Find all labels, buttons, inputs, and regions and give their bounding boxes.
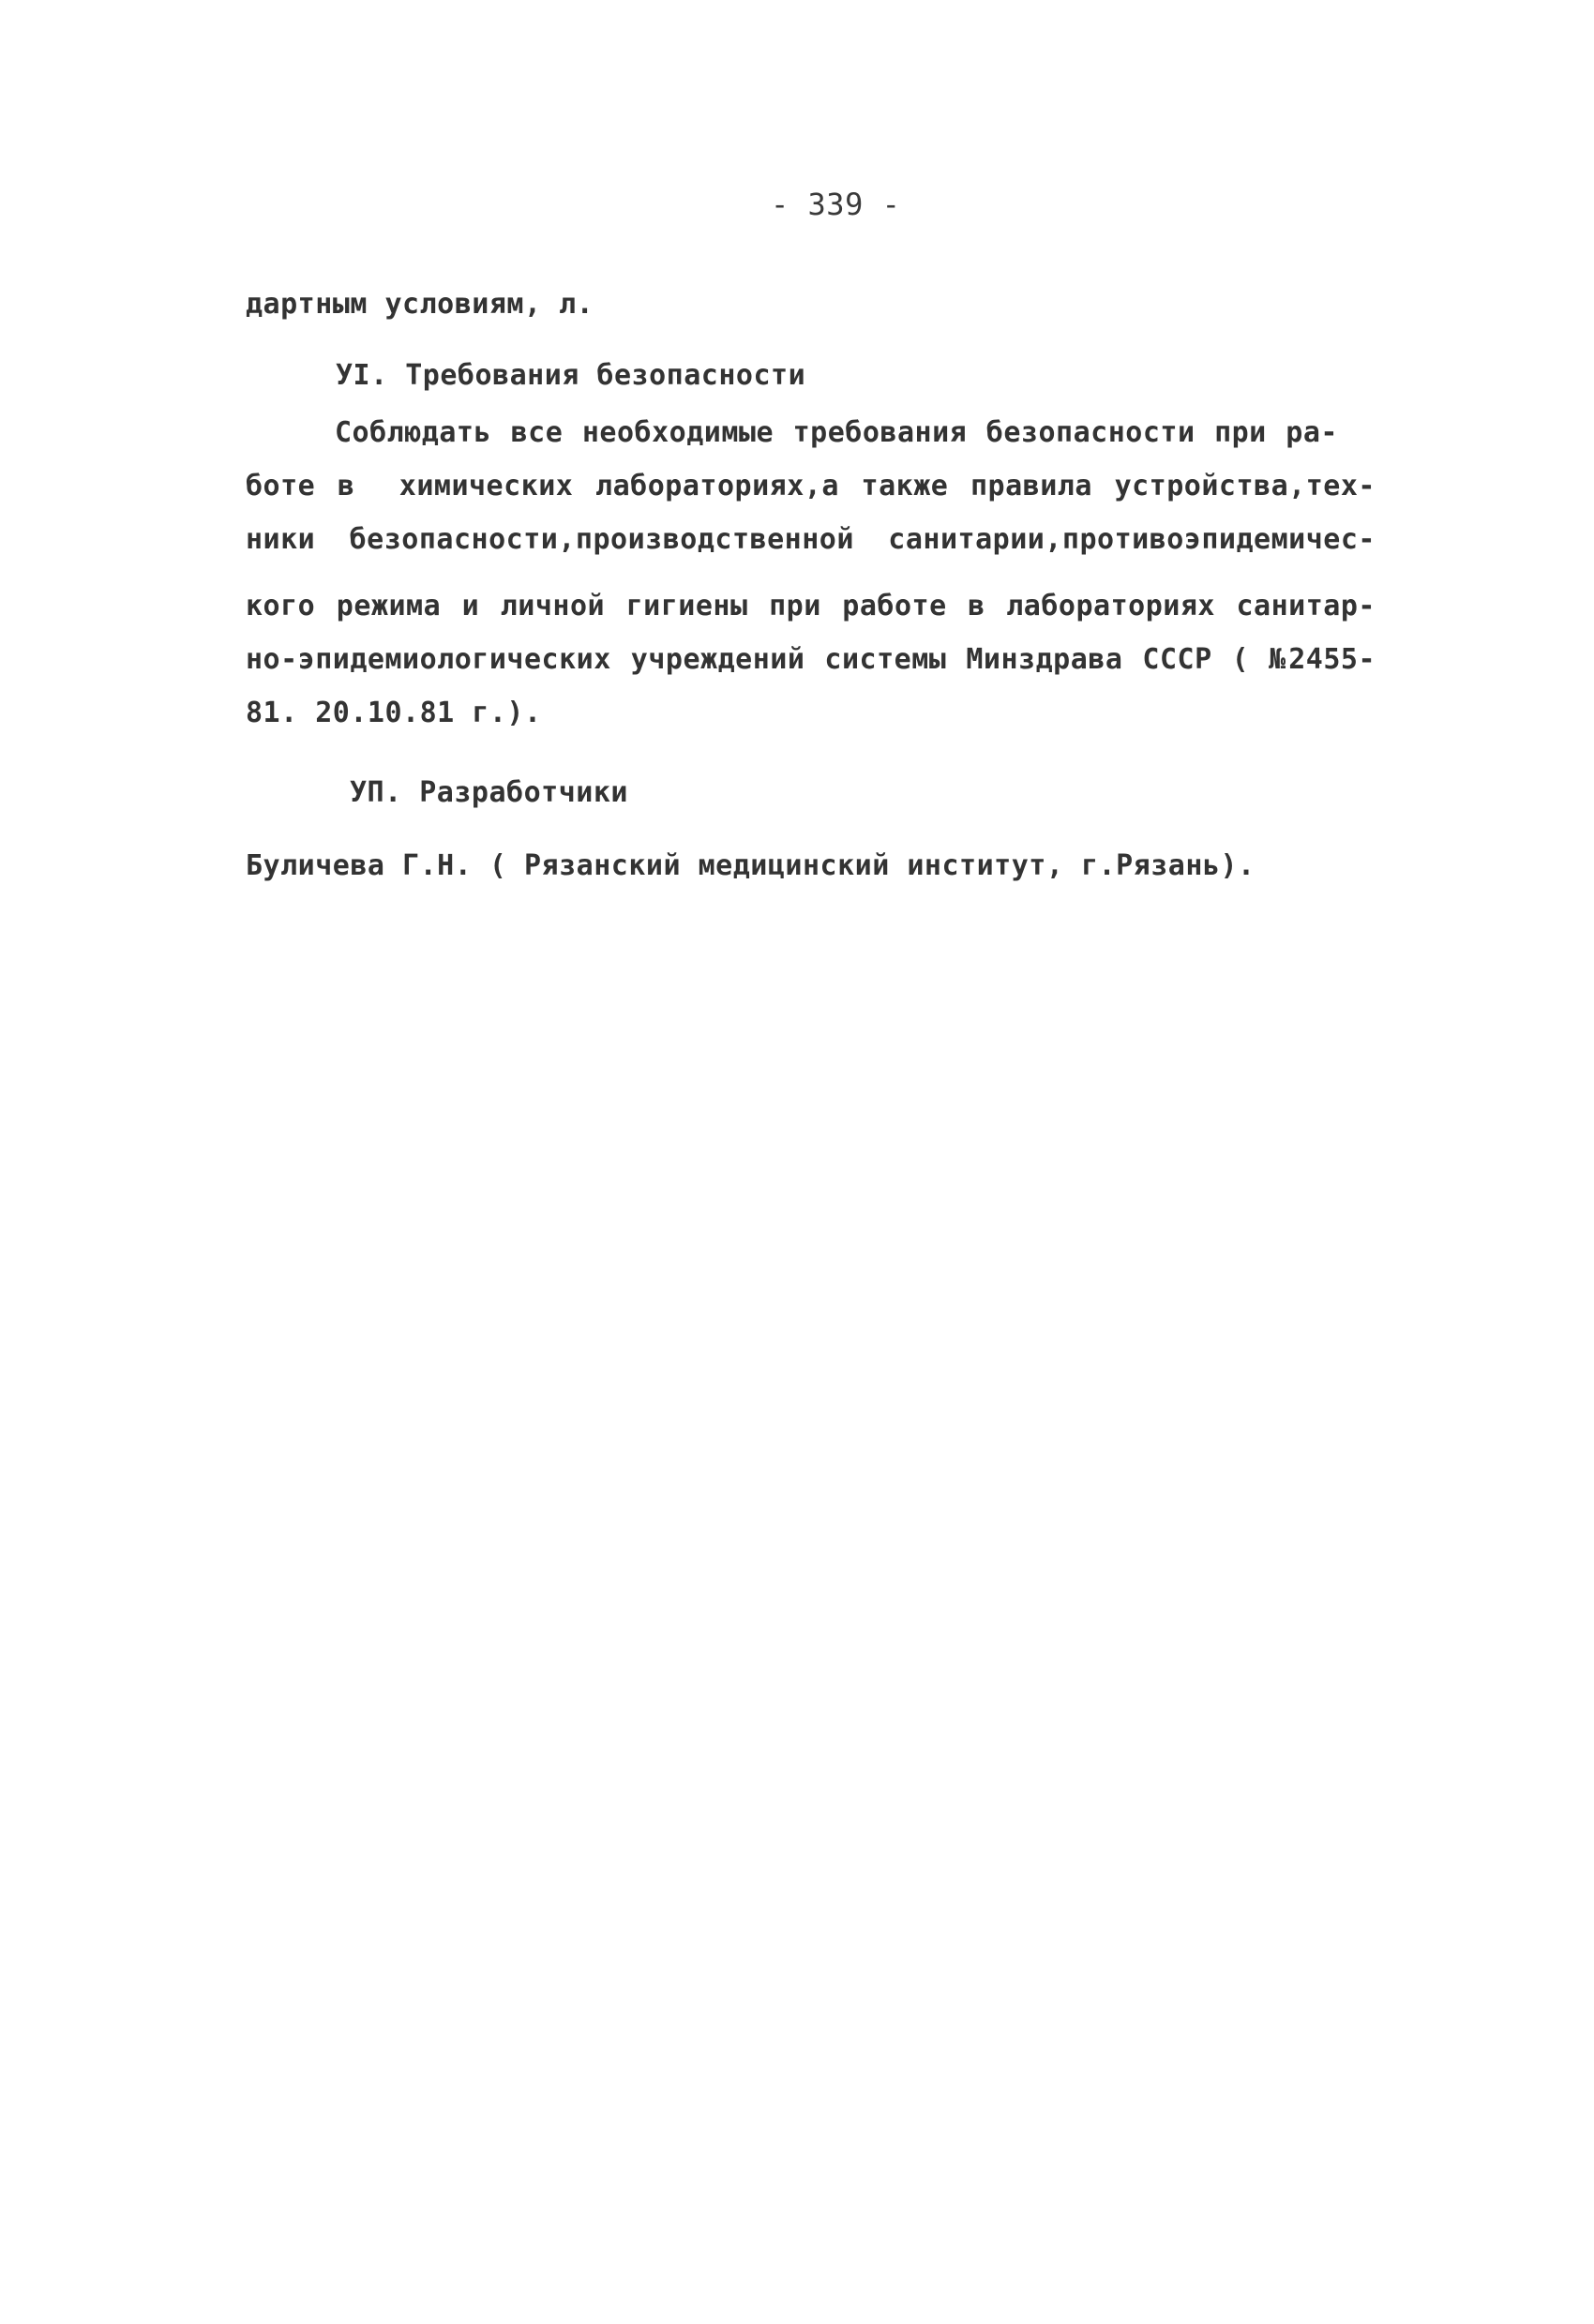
- continuation-line: дартным условиям, л.: [246, 288, 594, 321]
- section-6-paragraph-line: 81. 20.10.81 г.).: [246, 697, 542, 729]
- section-6-paragraph-line: ники безопасности,производственной санитарии,противоэпидемичес-: [246, 523, 1376, 556]
- section-6-paragraph-line: Соблюдать все необходимые требования безопасности при ра-: [335, 416, 1338, 449]
- section-7-heading: УП. Разработчики: [350, 776, 628, 809]
- section-6-paragraph-line: но-эпидемиологических учреждений системы Минздрава СССР ( №2455-: [246, 643, 1376, 676]
- developers-line: Буличева Г.Н. ( Рязанский медицинский институт, г.Рязань).: [246, 849, 1256, 882]
- section-6-paragraph-line: боте в химических лабораториях,а также правила устройства,тех-: [246, 470, 1376, 502]
- section-6-heading: УI. Требования безопасности: [336, 359, 806, 392]
- section-6-paragraph-line: кого режима и личной гигиены при работе в лабораториях санитар-: [246, 590, 1376, 622]
- page-number: - 339 -: [771, 187, 901, 222]
